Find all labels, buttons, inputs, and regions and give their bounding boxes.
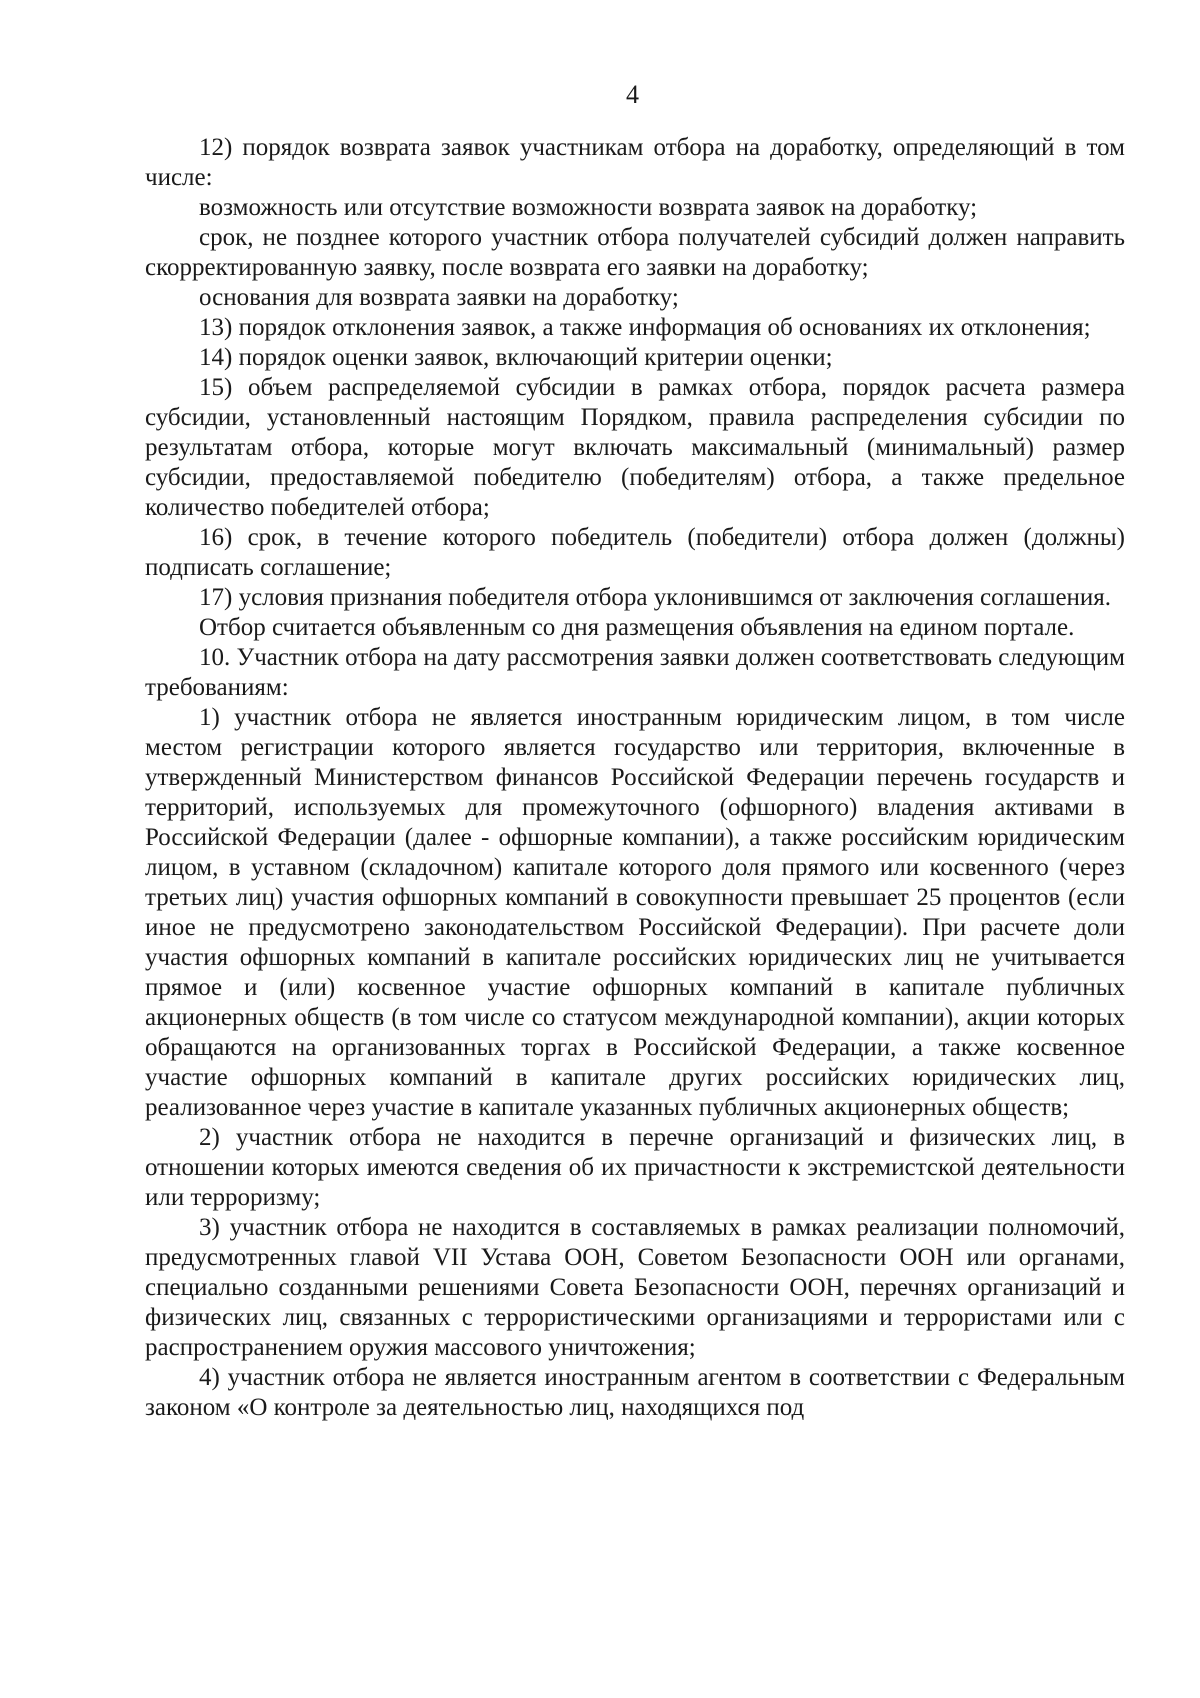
paragraph-resubmission-deadline: срок, не позднее которого участник отбора получателей субсидий должен направить скорректированную заявку, после возврата его заявки на доработку; bbox=[145, 224, 1125, 281]
paragraph-requirement-4: 4) участник отбора не является иностранным агентом в соответствии с Федеральным законом «О контроле за деятельностью лиц, находящихся под bbox=[145, 1364, 1125, 1421]
paragraph-section-10: 10. Участник отбора на дату рассмотрения заявки должен соответствовать следующим требованиям: bbox=[145, 644, 1125, 701]
paragraph-requirement-1: 1) участник отбора не является иностранным юридическим лицом, в том числе местом регистрации которого является государство или территория, включенные в утвержденный Министерством финансов Российской Федерации перечень государств и территорий, используемых для промежуточного (офшорного) владения активами в Российской Федерации (далее - офшорные компании), а также российским юридическим лицом, в уставном (складочном) капитале которого доля прямого или косвенного (через третьих лиц) участия офшорных компаний в совокупности превышает 25 процентов (если иное не предусмотрено законодательством Российской Федерации). При расчете доли участия офшорных компаний в капитале российских юридических лиц не учитывается прямое и (или) косвенное участие офшорных компаний в капитале публичных акционерных обществ (в том числе со статусом международной компании), акции которых обращаются на организованных торгах в Российской Федерации, а также косвенное участие офшорных компаний в капитале других российских юридических лиц, реализованное через участие в капитале указанных публичных акционерных обществ; bbox=[145, 704, 1125, 1121]
paragraph-requirement-3: 3) участник отбора не находится в составляемых в рамках реализации полномочий, предусмотренных главой VII Устава ООН, Советом Безопасности ООН или органами, специально созданными решениями Совета Безопасности ООН, перечнях организаций и физических лиц, связанных с террористическими организациями и террористами или с распространением оружия массового уничтожения; bbox=[145, 1214, 1125, 1361]
paragraph-item-12: 12) порядок возврата заявок участникам отбора на доработку, определяющий в том числе: bbox=[145, 134, 1125, 191]
paragraph-selection-announced: Отбор считается объявленным со дня размещения объявления на едином портале. bbox=[199, 614, 1075, 641]
page-number: 4 bbox=[626, 80, 639, 109]
paragraph-item-13: 13) порядок отклонения заявок, а также информация об основаниях их отклонения; bbox=[199, 314, 1091, 341]
paragraph-return-grounds: основания для возврата заявки на доработку; bbox=[199, 284, 679, 311]
paragraph-item-15: 15) объем распределяемой субсидии в рамках отбора, порядок расчета размера субсидии, установленный настоящим Порядком, правила распределения субсидии по результатам отбора, которые могут включать максимальный (минимальный) размер субсидии, предоставляемой победителю (победителям) отбора, а также предельное количество победителей отбора; bbox=[145, 374, 1125, 521]
paragraph-item-14: 14) порядок оценки заявок, включающий критерии оценки; bbox=[199, 344, 833, 371]
paragraph-return-possibility: возможность или отсутствие возможности возврата заявок на доработку; bbox=[199, 194, 978, 221]
paragraph-item-17: 17) условия признания победителя отбора уклонившимся от заключения соглашения. bbox=[199, 584, 1112, 611]
paragraph-item-16: 16) срок, в течение которого победитель (победители) отбора должен (должны) подписать соглашение; bbox=[145, 524, 1125, 581]
paragraph-requirement-2: 2) участник отбора не находится в перечне организаций и физических лиц, в отношении которых имеются сведения об их причастности к экстремистской деятельности или терроризму; bbox=[145, 1124, 1125, 1211]
document-body bbox=[145, 133, 1125, 1423]
